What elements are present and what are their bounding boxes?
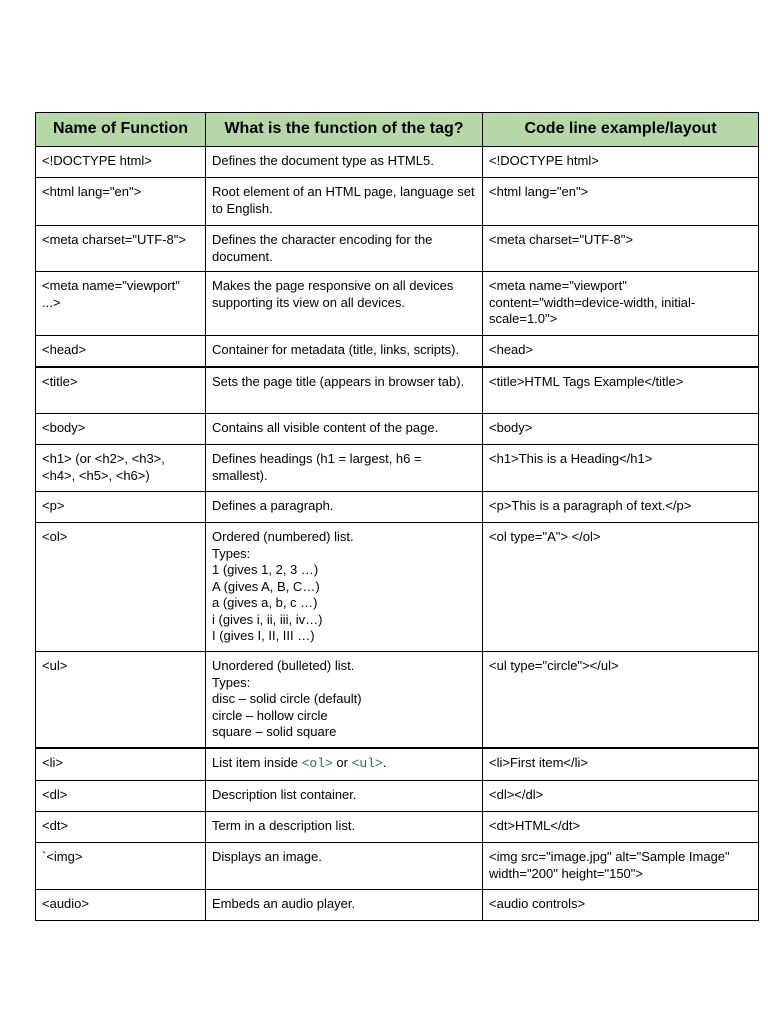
tag-name-cell: <ol> bbox=[36, 523, 206, 652]
code-example-cell: <p>This is a paragraph of text.</p> bbox=[483, 492, 759, 523]
table-row bbox=[36, 843, 759, 890]
tag-name-cell: <title> bbox=[36, 367, 206, 414]
tag-description-cell: Makes the page responsive on all devices supporting its view on all devices. bbox=[206, 272, 483, 336]
table-row bbox=[36, 492, 759, 523]
tag-name-cell: <!DOCTYPE html> bbox=[36, 147, 206, 178]
description-text: or bbox=[332, 754, 352, 770]
tag-description-cell: Sets the page title (appears in browser tab). bbox=[206, 367, 483, 414]
tag-name-cell: `<img> bbox=[36, 843, 206, 890]
table-row bbox=[36, 147, 759, 178]
header-row bbox=[36, 113, 759, 147]
code-example-cell: <h1>This is a Heading</h1> bbox=[483, 445, 759, 492]
table-row bbox=[36, 178, 759, 226]
table-row bbox=[36, 781, 759, 812]
tag-description-cell: Defines the character encoding for the document. bbox=[206, 226, 483, 272]
tag-name-cell: <li> bbox=[36, 748, 206, 781]
code-example-cell: <meta charset="UTF-8"> bbox=[483, 226, 759, 272]
code-example-cell: <meta name="viewport" content="width=device-width, initial-scale=1.0"> bbox=[483, 272, 759, 336]
table-row bbox=[36, 336, 759, 367]
table-row bbox=[36, 812, 759, 843]
tag-description-cell: Ordered (numbered) list. Types: 1 (gives 1, 2, 3 …) A (gives A, B, C…) a (gives a, b, c …) i (gives i, ii, iii, iv…) I (gives I, II, III …) bbox=[206, 523, 483, 652]
inline-code-ol: <ol> bbox=[301, 755, 333, 771]
tag-name-cell: <audio> bbox=[36, 890, 206, 921]
tag-description-cell: Embeds an audio player. bbox=[206, 890, 483, 921]
code-example-cell: <audio controls> bbox=[483, 890, 759, 921]
tag-name-cell: <p> bbox=[36, 492, 206, 523]
tag-name-cell: <meta name="viewport" ...> bbox=[36, 272, 206, 336]
header-function-of-tag: What is the function of the tag? bbox=[206, 113, 483, 147]
code-example-cell: <ul type="circle"></ul> bbox=[483, 652, 759, 748]
inline-code-ul: <ul> bbox=[351, 755, 383, 771]
description-text: . bbox=[382, 754, 387, 770]
tag-description-cell: Root element of an HTML page, language set to English. bbox=[206, 178, 483, 226]
table-row bbox=[36, 652, 759, 748]
table-row bbox=[36, 367, 759, 414]
code-example-cell: <ol type="A"> </ol> bbox=[483, 523, 759, 652]
code-example-cell: <head> bbox=[483, 336, 759, 367]
tag-description-cell: Term in a description list. bbox=[206, 812, 483, 843]
tag-description-cell: Contains all visible content of the page. bbox=[206, 414, 483, 445]
tag-description-cell: Defines headings (h1 = largest, h6 = smallest). bbox=[206, 445, 483, 492]
table-row bbox=[36, 748, 759, 781]
table-row bbox=[36, 890, 759, 921]
header-code-example: Code line example/layout bbox=[483, 113, 759, 147]
tag-name-cell: <ul> bbox=[36, 652, 206, 748]
tag-name-cell: <head> bbox=[36, 336, 206, 367]
code-example-cell: <img src="image.jpg" alt="Sample Image" width="200" height="150"> bbox=[483, 843, 759, 890]
table-row bbox=[36, 272, 759, 336]
code-example-cell: <li>First item</li> bbox=[483, 748, 759, 781]
tag-name-cell: <h1> (or <h2>, <h3>, <h4>, <h5>, <h6>) bbox=[36, 445, 206, 492]
tag-description-cell: Container for metadata (title, links, scripts). bbox=[206, 336, 483, 367]
code-example-cell: <!DOCTYPE html> bbox=[483, 147, 759, 178]
tag-description-cell: Displays an image. bbox=[206, 843, 483, 890]
table-row bbox=[36, 414, 759, 445]
html-tags-table bbox=[35, 112, 759, 921]
tag-name-cell: <dt> bbox=[36, 812, 206, 843]
description-text: List item inside bbox=[212, 754, 302, 770]
tag-name-cell: <meta charset="UTF-8"> bbox=[36, 226, 206, 272]
tag-description-cell: Unordered (bulleted) list. Types: disc – solid circle (default) circle – hollow circle square – solid square bbox=[206, 652, 483, 748]
table-row bbox=[36, 523, 759, 652]
code-example-cell: <title>HTML Tags Example</title> bbox=[483, 367, 759, 414]
tag-name-cell: <body> bbox=[36, 414, 206, 445]
tag-description-cell bbox=[206, 748, 483, 781]
tag-name-cell: <html lang="en"> bbox=[36, 178, 206, 226]
table-row bbox=[36, 226, 759, 272]
tag-description-cell: Defines a paragraph. bbox=[206, 492, 483, 523]
code-example-cell: <dt>HTML</dt> bbox=[483, 812, 759, 843]
table-row bbox=[36, 445, 759, 492]
tag-name-cell: <dl> bbox=[36, 781, 206, 812]
code-example-cell: <body> bbox=[483, 414, 759, 445]
code-example-cell: <dl></dl> bbox=[483, 781, 759, 812]
tag-description-cell: Defines the document type as HTML5. bbox=[206, 147, 483, 178]
code-example-cell: <html lang="en"> bbox=[483, 178, 759, 226]
header-name-of-function: Name of Function bbox=[36, 113, 206, 147]
tag-description-cell: Description list container. bbox=[206, 781, 483, 812]
